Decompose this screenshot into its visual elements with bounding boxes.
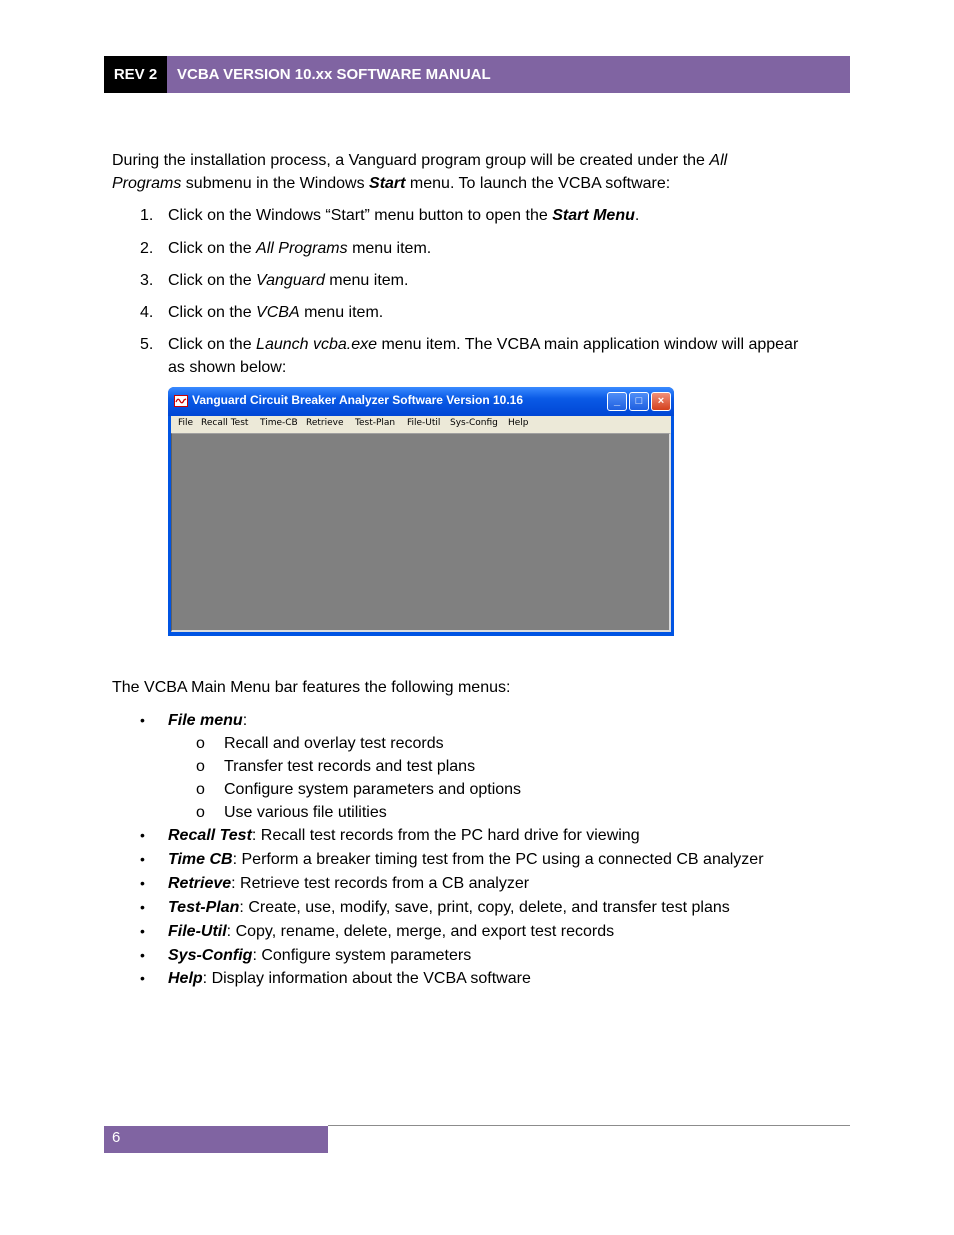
- window-client-area: [171, 433, 671, 632]
- sub-item: Transfer test records and test plans: [224, 758, 476, 775]
- intro-text: During the installation process, a Vanguard program group will be created under the: [112, 152, 710, 169]
- bullet-item: [168, 848, 764, 871]
- bullet-file-menu: [168, 709, 247, 732]
- bullet-mark: •: [140, 899, 145, 915]
- bullet-label: Time CB: [168, 851, 233, 868]
- close-button[interactable]: ×: [651, 392, 671, 411]
- bullet-item: [168, 872, 529, 895]
- header-title: VCBA VERSION 10.xx SOFTWARE MANUAL: [167, 56, 850, 93]
- step-plain: Click on the: [168, 304, 257, 321]
- menu-time-cb[interactable]: Time-CB: [260, 418, 298, 428]
- bullet-mark: •: [140, 712, 145, 728]
- bullet-desc: : Perform a breaker timing test from the PC using a connected CB analyzer: [232, 851, 764, 868]
- sub-bullet-mark: o: [196, 804, 205, 821]
- menu-file-util[interactable]: File-Util: [407, 418, 441, 428]
- step-emphasis: Launch vcba.exe: [256, 336, 378, 353]
- intro-text: menu. To launch the VCBA software:: [405, 175, 671, 192]
- bullet-mark: •: [140, 970, 145, 986]
- step-text: [168, 301, 383, 324]
- step-emphasis: Start Menu: [552, 207, 635, 224]
- step-emphasis: All Programs: [256, 240, 348, 257]
- bullet-label: Recall Test: [168, 827, 252, 844]
- bullet-mark: •: [140, 923, 145, 939]
- bullet-label: File-Util: [168, 923, 227, 940]
- intro-line-2: [112, 172, 670, 195]
- bullet-item: [168, 920, 614, 943]
- app-icon: [174, 395, 188, 407]
- step-text: [168, 204, 639, 227]
- sub-item: Recall and overlay test records: [224, 735, 444, 752]
- step-plain: Click on the: [168, 336, 257, 353]
- menu-sys-config[interactable]: Sys-Config: [450, 418, 498, 428]
- sub-bullet-mark: o: [196, 758, 205, 775]
- bullet-label: Sys-Config: [168, 947, 253, 964]
- step-number: 1.: [140, 207, 154, 224]
- bullet-desc: : Retrieve test records from a CB analyzer: [231, 875, 530, 892]
- intro-line-1: [112, 149, 727, 172]
- step-emphasis: Vanguard: [256, 272, 325, 289]
- intro-emphasis: All: [709, 152, 728, 169]
- bullet-label: Help: [168, 970, 203, 987]
- step-plain: menu item.: [347, 240, 432, 257]
- menu-test-plan[interactable]: Test-Plan: [355, 418, 396, 428]
- window-titlebar: [168, 387, 674, 416]
- step-plain: Click on the: [168, 240, 257, 257]
- window-menubar: [171, 416, 671, 433]
- step-plain: Click on the: [168, 272, 257, 289]
- bullet-desc: : Configure system parameters: [252, 947, 472, 964]
- bullet-mark: •: [140, 851, 145, 867]
- page-number: 6: [104, 1126, 328, 1153]
- intro-emphasis: Programs: [112, 175, 182, 192]
- step-emphasis: VCBA: [256, 304, 300, 321]
- vcba-window-screenshot: [168, 387, 674, 636]
- step-plain: menu item.: [324, 272, 409, 289]
- sub-bullet-mark: o: [196, 735, 205, 752]
- step-plain: Click on the Windows “Start” menu button to open the: [168, 207, 553, 224]
- menu-recall-test[interactable]: Recall Test: [201, 418, 249, 428]
- bullet-mark: •: [140, 827, 145, 843]
- menu-file[interactable]: File: [178, 418, 194, 428]
- intro-emphasis: Start: [369, 175, 406, 192]
- menus-intro: The VCBA Main Menu bar features the following menus:: [112, 679, 511, 696]
- bullet-item: [168, 967, 531, 990]
- step-number: 4.: [140, 304, 154, 321]
- step-plain: menu item.: [299, 304, 384, 321]
- sub-item: Use various file utilities: [224, 804, 387, 821]
- bullet-label: Retrieve: [168, 875, 232, 892]
- bullet-desc: : Copy, rename, delete, merge, and export test records: [226, 923, 615, 940]
- step-text: [168, 237, 431, 260]
- footer-rule: [328, 1125, 850, 1126]
- menu-retrieve[interactable]: Retrieve: [306, 418, 344, 428]
- sub-bullet-mark: o: [196, 781, 205, 798]
- minimize-button[interactable]: _: [607, 392, 627, 411]
- bullet-label: File menu: [168, 712, 243, 729]
- maximize-button[interactable]: □: [629, 392, 649, 411]
- sub-item: Configure system parameters and options: [224, 781, 522, 798]
- header-rev-label: REV 2: [104, 56, 167, 93]
- bullet-label: Test-Plan: [168, 899, 240, 916]
- bullet-desc: : Recall test records from the PC hard drive for viewing: [251, 827, 640, 844]
- step-number: 2.: [140, 240, 154, 257]
- bullet-mark: •: [140, 947, 145, 963]
- bullet-desc: : Create, use, modify, save, print, copy, delete, and transfer test plans: [239, 899, 730, 916]
- step-text: [168, 333, 798, 356]
- bullet-item: [168, 896, 730, 919]
- bullet-desc: : Display information about the VCBA software: [202, 970, 531, 987]
- window-title: Vanguard Circuit Breaker Analyzer Software Version 10.16: [192, 393, 524, 407]
- step-number: 3.: [140, 272, 154, 289]
- step-plain: .: [634, 207, 640, 224]
- step-text-continued: as shown below:: [168, 359, 287, 376]
- bullet-item: [168, 824, 640, 847]
- step-number: 5.: [140, 336, 154, 353]
- bullet-item: [168, 944, 471, 967]
- bullet-mark: •: [140, 875, 145, 891]
- intro-text: submenu in the Windows: [181, 175, 370, 192]
- bullet-desc: :: [242, 712, 248, 729]
- menu-help[interactable]: Help: [508, 418, 529, 428]
- step-plain: menu item. The VCBA main application window will appear: [377, 336, 799, 353]
- step-text: [168, 269, 408, 292]
